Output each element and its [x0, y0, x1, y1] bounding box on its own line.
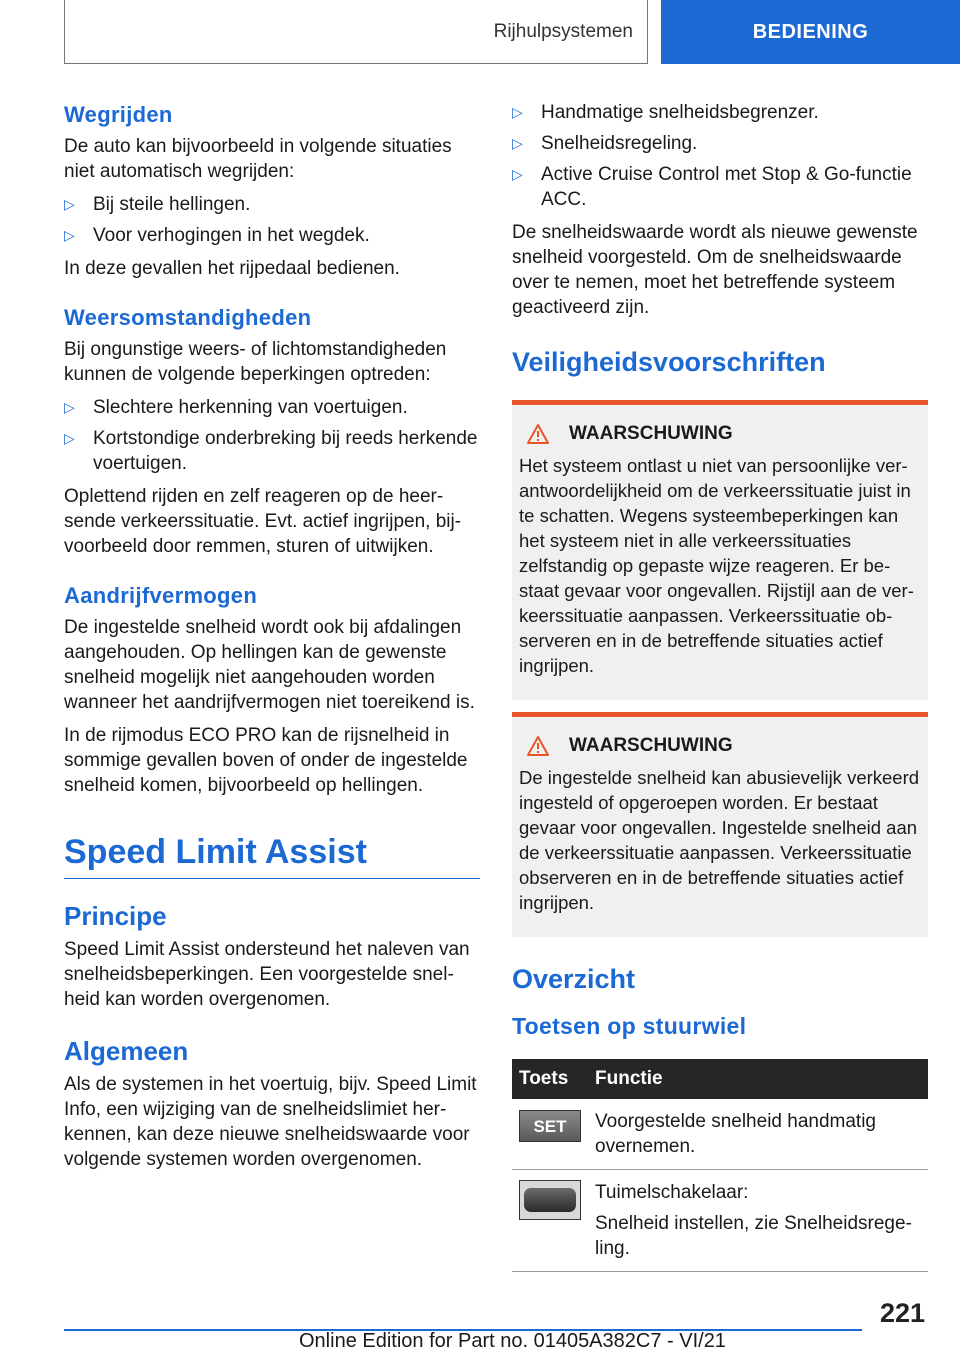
- right-column: [512, 100, 928, 1272]
- chapter-tab[interactable]: [661, 0, 960, 64]
- page-number: 221: [880, 1298, 926, 1328]
- table-header-toets: Toets: [512, 1059, 588, 1099]
- weer-outro: Oplettend rijden en zelf reageren op de heersende verkeerssituatie. Evt. actief ingrijpen, bijvoorbeeld door remmen, sturen of uitwijken.: [64, 486, 462, 557]
- wegrijden-outro: In deze gevallen het rijpedaal bedienen.: [64, 258, 400, 279]
- wegrijden-intro: De auto kan bijvoorbeeld in volgende situaties niet automatisch wegrijden:: [64, 136, 452, 182]
- bullet-triangle-icon: ▷: [64, 227, 75, 243]
- list-item: ▷ Slechtere herkenning van voertuigen.: [64, 397, 408, 418]
- heading-aandrijfvermogen: Aandrijfvermogen: [64, 583, 258, 608]
- algemeen-text: Als de systemen in het voertuig, bijv. Speed Limit Info, een wijziging van de snelheidslimiet herkennen, kan deze nieuwe snelheidswaarde voor volgende systemen worden overgenomen.: [64, 1074, 477, 1170]
- table-cell-function-title: Tuimelschakelaar:: [595, 1182, 749, 1203]
- wegrijden-list: [64, 192, 480, 248]
- bullet-triangle-icon: ▷: [512, 166, 523, 182]
- heading-overzicht: Overzicht: [512, 964, 636, 994]
- principe-text: Speed Limit Assist ondersteund het naleven van snelheidsbeperkingen. Een voorgestelde snelheid kan worden overgenomen.: [64, 939, 470, 1010]
- chapter-title: BEDIENING: [752, 20, 869, 43]
- aandrijf-p2: In de rijmodus ECO PRO kan de rijsnelheid in sommige gevallen boven of onder de ingestelde snelheid komen, bijvoorbeeld op hellingen.: [64, 725, 468, 796]
- table-cell-function: Voorgestelde snelheid handmatig overnemen.: [588, 1099, 928, 1170]
- edition-text: Online Edition for Part no. 01405A382C7 - VI/21: [299, 1330, 726, 1352]
- heading-wegrijden: Wegrijden: [64, 102, 173, 127]
- set-button-icon: SET: [519, 1110, 581, 1142]
- bullet-triangle-icon: ▷: [512, 135, 523, 151]
- bullet-triangle-icon: ▷: [64, 196, 75, 212]
- after-list-text: De snelheidswaarde wordt als nieuwe gewenste snelheid voorgesteld. Om de snelheidswaarde over te nemen, moet het betreffende systeem geactiveerd zijn.: [512, 222, 918, 318]
- aandrijf-p1: De ingestelde snelheid wordt ook bij afdalingen aangehouden. Op hellingen kan de gewenste snelheid mogelijk niet aangehouden worden wanneer het aandrijfvermogen niet toereikend is.: [64, 617, 475, 713]
- list-item: ▷ Voor verhogingen in het wegdek.: [64, 225, 370, 246]
- list-item: ▷ Bij steile hellingen.: [64, 194, 251, 215]
- weer-intro: Bij ongunstige weers- of lichtomstandigheden kunnen de volgende beperkingen optreden:: [64, 339, 447, 385]
- list-item: ▷ Handmatige snelheidsbegrenzer.: [512, 102, 819, 123]
- heading-weersomstandigheden: Weersomstandigheden: [64, 305, 312, 330]
- bullet-triangle-icon: ▷: [64, 399, 75, 415]
- heading-speed-limit-assist: Speed Limit Assist: [64, 828, 480, 879]
- table-row: [512, 1099, 928, 1170]
- bullet-triangle-icon: ▷: [512, 104, 523, 120]
- warning-text: De ingestelde snelheid kan abusievelijk verkeerd ingesteld of opgeroepen worden. Er bestaat gevaar voor ongevallen. Ingestelde snelheid aan de verkeerssituatie aanpassen. Verkeerssituatie observeren en in de betreffende situaties actief ingrijpen.: [519, 767, 920, 913]
- warning-triangle-icon: [527, 736, 549, 756]
- heading-veiligheidsvoorschriften: Veiligheidsvoorschriften: [512, 347, 826, 377]
- heading-algemeen: Algemeen: [64, 1036, 189, 1066]
- heading-principe: Principe: [64, 901, 167, 931]
- list-item: ▷ Snelheidsregeling.: [512, 133, 698, 154]
- footer-edition: [299, 1330, 726, 1353]
- bullet-triangle-icon: ▷: [64, 430, 75, 446]
- table-cell-function-text: Snelheid instellen, zie Snelheidsregeling.: [595, 1213, 912, 1259]
- weer-list: [64, 395, 480, 476]
- table-header-functie: Functie: [588, 1059, 928, 1099]
- warning-triangle-icon: [527, 424, 549, 444]
- left-column: [64, 100, 480, 1180]
- heading-toetsen: Toetsen op stuurwiel: [512, 1013, 747, 1039]
- rocker-switch-icon: [519, 1180, 581, 1220]
- warning-text: Het systeem ontlast u niet van persoonlijke verantwoordelijkheid om de verkeerssituatie juist in te schatten. Wegens systeembeperkingen kan het systeem niet in alle verkeerssituaties zelfstandig op gepaste wijze reageren. Er bestaat gevaar voor ongevallen. Rijstijl aan de verkeerssituatie aanpassen. Verkeerssituatie observeren en in de betreffende situaties actief ingrijpen.: [519, 455, 914, 676]
- keys-table: [512, 1059, 928, 1272]
- warning-box: [512, 400, 928, 700]
- list-item: ▷ Active Cruise Control met Stop & Go-functie ACC.: [512, 164, 912, 210]
- table-row: [512, 1170, 928, 1272]
- warning-box: [512, 712, 928, 937]
- warning-title: WAARSCHUWING: [569, 423, 733, 444]
- section-header: [64, 0, 648, 64]
- list-item: ▷ Kortstondige onderbreking bij reeds herkende voertuigen.: [64, 428, 478, 474]
- systems-list: [512, 100, 928, 212]
- warning-title: WAARSCHUWING: [569, 735, 733, 756]
- section-title: Rijhulpsystemen: [493, 20, 633, 42]
